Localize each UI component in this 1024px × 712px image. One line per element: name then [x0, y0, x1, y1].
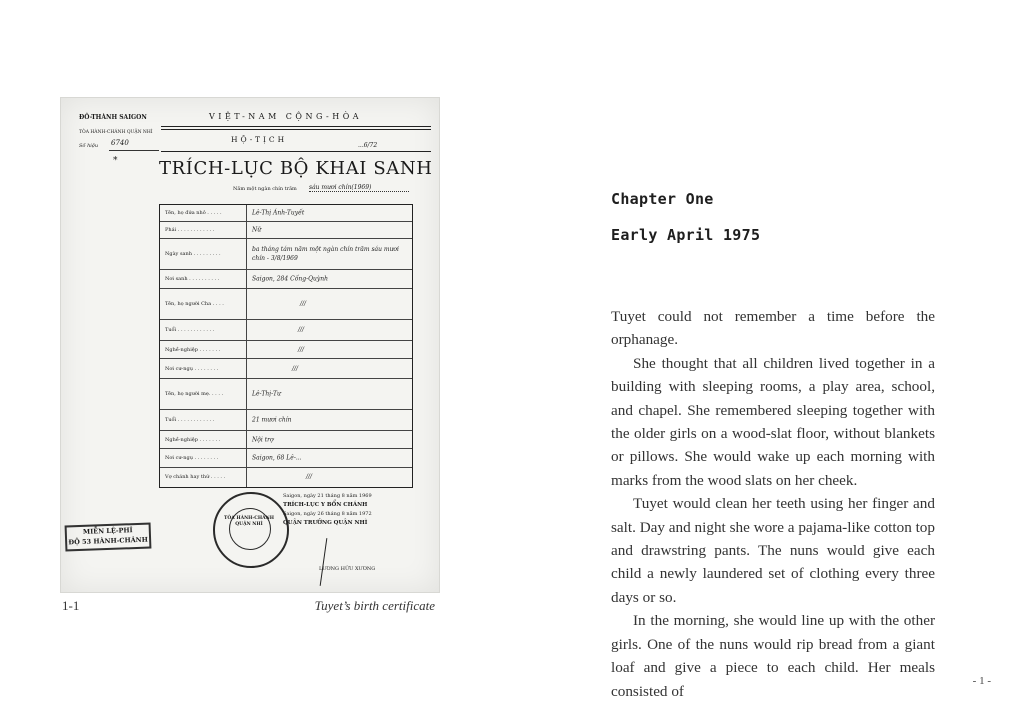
row-value: /// — [306, 473, 313, 481]
birth-certificate-scan — [60, 97, 440, 593]
asterisk-mark: * — [113, 156, 118, 166]
table-row — [160, 449, 412, 468]
fee-exempt-stamp — [65, 523, 152, 552]
row-label: Nơi cư-ngụ . . . . . . . . — [165, 365, 219, 372]
row-value: ba tháng tám năm một ngàn chín trăm sáu mươi chín - 3/8/1969 — [252, 246, 399, 262]
table-row — [160, 359, 412, 379]
sig-line: TRÍCH-LỤC Y BỔN CHÁNH — [283, 502, 368, 508]
chapter-body — [611, 305, 935, 703]
row-label: Tên, họ người mẹ. . . . . — [165, 391, 224, 397]
table-row — [160, 410, 412, 431]
row-value: Nội trợ — [252, 436, 274, 443]
row-label: Nơi cư-ngụ . . . . . . . . — [165, 455, 219, 461]
sig-line: Saigon, ngày 21 tháng 8 năm 1969 — [283, 493, 372, 499]
table-row — [160, 468, 412, 486]
table-row — [160, 222, 412, 239]
certificate-table — [159, 204, 413, 488]
paragraph: Tuyet would clean her teeth using her finger and salt. Day and night she wore a pajama-like cotton top and drawstring pants. The nuns would give each child a newly laundered set of clothing every three days or so. — [611, 495, 935, 606]
year-line-value: sáu mươi chín(1969) — [309, 184, 409, 192]
row-label: Tuổi . . . . . . . . . . . . — [165, 327, 215, 333]
signature-block — [283, 492, 372, 528]
seal-text: TÒA HÀNH-CHÁNH QUẬN NHÌ — [224, 516, 274, 527]
chapter-date: Early April 1975 — [611, 226, 761, 244]
table-row — [160, 205, 412, 222]
so-hieu-underline — [109, 150, 159, 151]
issuer-city: ĐÔ-THÀNH SAIGON — [79, 114, 147, 121]
row-label: Ngày sanh . . . . . . . . . — [165, 251, 221, 257]
row-value: Saigon, 284 Cống-Quỳnh — [252, 275, 328, 283]
row-value: Saigon, 68 Lê-... — [252, 454, 302, 462]
row-label: Tên, họ đứa nhỏ . . . . . — [165, 210, 222, 216]
certificate-country: VIỆT-NAM CỘNG-HÒA — [209, 112, 363, 121]
row-label: Tên, họ người Cha . . . . — [165, 301, 224, 307]
row-value: Nữ — [252, 226, 262, 234]
figure-caption: Tuyet’s birth certificate — [314, 598, 435, 613]
table-row — [160, 341, 412, 359]
sig-line: QUẬN TRƯỞNG QUẬN NHÌ — [283, 520, 368, 526]
registry-value: ...6/72 — [358, 142, 378, 149]
sig-line: Saigon, ngày 26 tháng 8 năm 1972 — [283, 511, 372, 517]
header-rule — [161, 126, 431, 127]
so-hieu-label: Số hiệu — [79, 143, 99, 149]
table-row — [160, 270, 412, 289]
row-value: /// — [298, 346, 305, 353]
row-value: /// — [292, 365, 299, 372]
header-rule — [161, 129, 431, 130]
right-page — [512, 0, 1024, 712]
table-row — [160, 431, 412, 449]
table-row — [160, 239, 412, 270]
row-label: Vợ chánh hay thứ . . . . . — [165, 474, 226, 480]
row-value: Lê-Thị Ánh-Tuyết — [252, 209, 305, 217]
signatory-name: LƯƠNG HỮU XƯƠNG — [319, 566, 376, 572]
row-value: /// — [300, 300, 307, 308]
header-rule — [161, 151, 431, 152]
row-value: Lê-Thị-Tư — [252, 390, 281, 398]
row-label: Nghề-nghiệp . . . . . . . — [165, 436, 221, 443]
chapter-title: Chapter One — [611, 190, 714, 208]
paragraph: In the morning, she would line up with the other girls. One of the nuns would rip bread from a giant loaf and give a piece to each child. Her meals consisted of — [611, 612, 935, 700]
issuer-office: TÒA HÀNH-CHÁNH QUẬN NHÌ — [79, 130, 153, 135]
certificate-registry: HỘ-TỊCH — [231, 135, 288, 144]
row-label: Phái . . . . . . . . . . . . — [165, 227, 215, 233]
paragraph: Tuyet could not remember a time before the orphanage. — [611, 308, 935, 349]
year-line-label: Năm một ngàn chín trăm — [233, 186, 297, 192]
row-label: Nơi sanh . . . . . . . . . . — [165, 276, 220, 282]
certificate-title: TRÍCH-LỤC BỘ KHAI SANH — [159, 158, 433, 179]
row-label: Nghề-nghiệp . . . . . . . — [165, 346, 221, 353]
paragraph: She thought that all children lived together in a building with sleeping rooms, a play area, school, and chapel. She remembered sleeping together with the older girls on a wood-slat floor, without blankets or pillows. She would wake up each morning with marks from the wood slats on her cheek. — [611, 354, 935, 489]
row-label: Tuổi . . . . . . . . . . . . — [165, 417, 215, 423]
figure-number: 1-1 — [62, 598, 80, 613]
table-row — [160, 289, 412, 320]
table-row — [160, 379, 412, 410]
stamp-line: MIỄN LỆ-PHÍ — [82, 526, 133, 536]
table-row — [160, 320, 412, 341]
signature-stroke — [320, 538, 328, 586]
stamp-line: ĐỘ 53 HÀNH-CHÁNH — [68, 535, 148, 547]
official-seal — [213, 492, 289, 568]
row-value: 21 mươi chín — [252, 416, 292, 424]
page-number: - 1 - — [972, 675, 991, 687]
row-value: /// — [298, 326, 305, 334]
so-hieu-value: 6740 — [111, 139, 129, 147]
